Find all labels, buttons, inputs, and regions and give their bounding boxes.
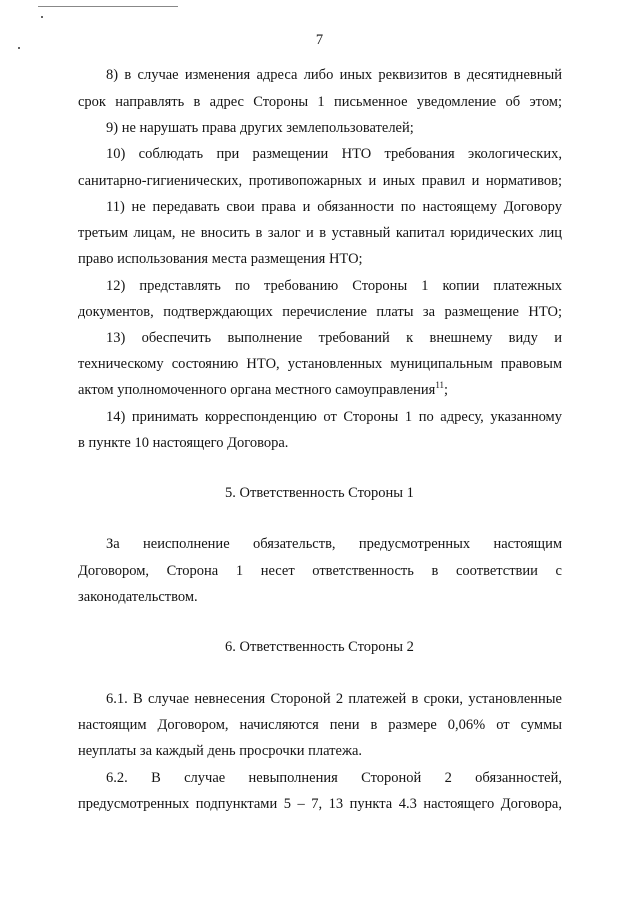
text-line: санитарно-гигиенических, противопожарных и иных правил и нормативов; <box>78 173 562 189</box>
top-edge-line <box>38 6 178 7</box>
text-line: 10) соблюдать при размещении НТО требования экологических, <box>106 146 562 162</box>
text-line: срок направлять в адрес Стороны 1 письменное уведомление об этом; <box>78 94 562 110</box>
text-line: в пункте 10 настоящего Договора. <box>78 435 289 451</box>
text-line: 8) в случае изменения адреса либо иных реквизитов в десятидневный <box>106 67 562 83</box>
text-line: неуплаты за каждый день просрочки платежа. <box>78 743 363 759</box>
text-line: 13) обеспечить выполнение требований к внешнему виду и <box>106 330 562 346</box>
text-line: техническому состоянию НТО, установленных муниципальным правовым <box>78 356 562 372</box>
text-line: Договором, Сторона 1 несет ответственность в соответствии с <box>78 563 562 579</box>
text-line: право использования места размещения НТО; <box>78 251 363 267</box>
text-line: За неисполнение обязательств, предусмотренных настоящим <box>106 536 562 552</box>
section-heading: 5. Ответственность Стороны 1 <box>225 485 414 501</box>
text-line: 6.1. В случае невнесения Стороной 2 платежей в сроки, установленные <box>106 691 562 707</box>
footnote-trailing-punctuation: ; <box>443 382 449 398</box>
text-line-with-footnote <box>78 381 562 399</box>
text-line: документов, подтверждающих перечисление платы за размещение НТО; <box>78 304 562 320</box>
footnote-reference: 11 <box>435 380 444 391</box>
text-line: 12) представлять по требованию Стороны 1 копии платежных <box>106 278 562 294</box>
text-line: 9) не нарушать права других землепользователей; <box>106 120 414 136</box>
text-line: настоящим Договором, начисляются пени в размере 0,06% от суммы <box>78 717 562 733</box>
text-line: 6.2. В случае невыполнения Стороной 2 обязанностей, <box>106 770 562 786</box>
scan-speck <box>41 16 43 18</box>
section-heading: 6. Ответственность Стороны 2 <box>225 639 414 655</box>
text-line: законодательством. <box>78 589 198 605</box>
text-line: 14) принимать корреспонденцию от Стороны 1 по адресу, указанному <box>106 409 562 425</box>
text-line: актом уполномоченного органа местного самоуправления <box>78 382 436 398</box>
page-number: 7 <box>315 32 324 48</box>
text-line: предусмотренных подпунктами 5 – 7, 13 пункта 4.3 настоящего Договора, <box>78 796 562 812</box>
text-line: третьим лицам, не вносить в залог и в уставный капитал юридических лиц <box>78 225 562 241</box>
text-line: 11) не передавать свои права и обязанности по настоящему Договору <box>106 199 562 215</box>
